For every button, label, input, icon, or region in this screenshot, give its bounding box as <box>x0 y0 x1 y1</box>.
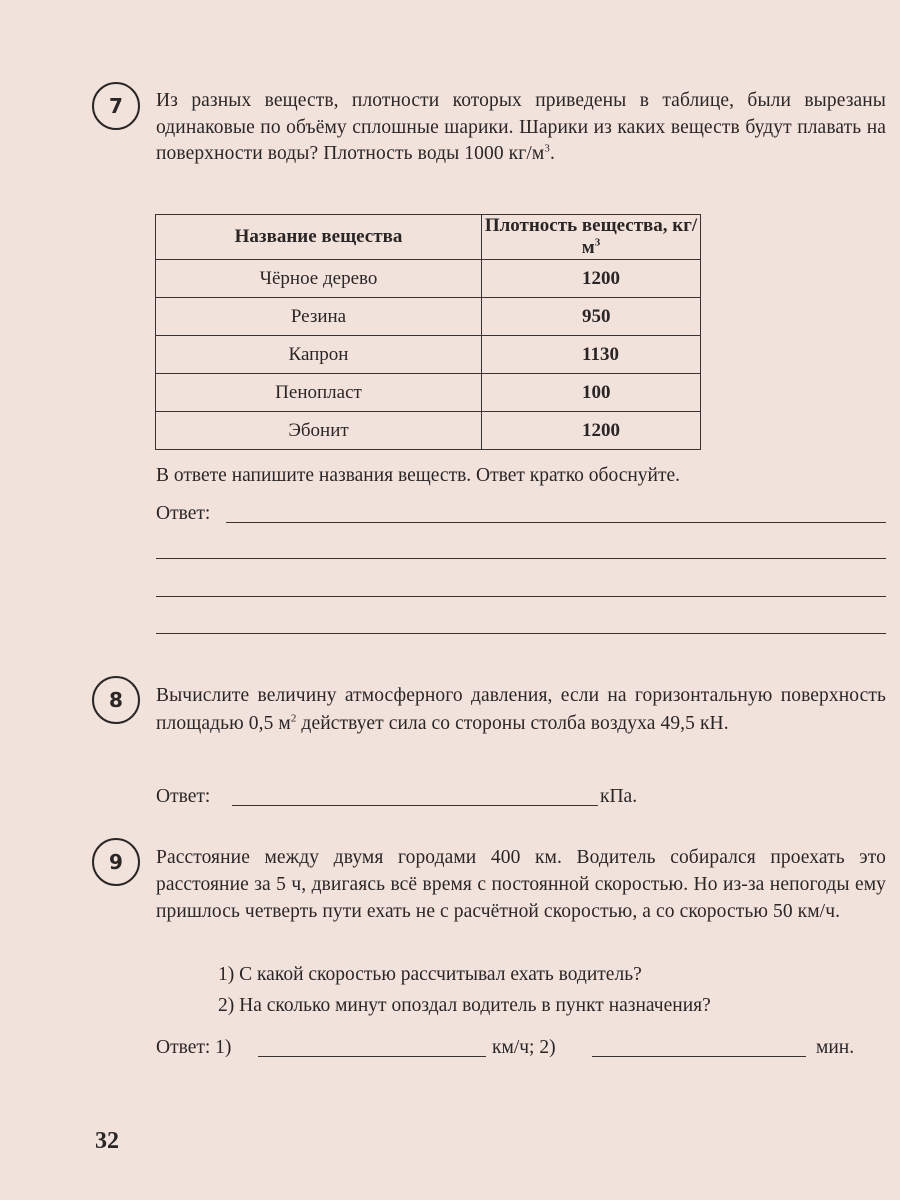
column-header-substance: Название вещества <box>156 215 482 260</box>
question-2: 2) На сколько минут опоздал водитель в пункт назначения? <box>218 995 711 1016</box>
answer-line-7-3[interactable] <box>156 596 886 597</box>
task-7-text-body: Из разных веществ, плотности которых приведены в таблице, были вырезаны одинаковые по объёму сплошные шарики. Шарики из каких веществ будут плавать на поверхности воды? Плотность воды 1000 кг/м <box>156 90 886 164</box>
answer-line-7-2[interactable] <box>156 558 886 559</box>
density-cell: 1130 <box>482 336 701 374</box>
unit-min: мин. <box>816 1037 855 1058</box>
task-number-7: 7 <box>92 82 140 130</box>
answer-label-8: Ответ: <box>156 786 211 807</box>
density-table <box>155 214 701 450</box>
task-8-text-a: Вычислите величину атмосферного давления, если на горизонтальную поверхность площадью 0,5 м <box>156 685 886 734</box>
table-row <box>156 374 701 412</box>
period: . <box>549 143 555 164</box>
table-header-row <box>156 215 701 260</box>
table-row <box>156 412 701 450</box>
substance-cell: Чёрное дерево <box>156 260 482 298</box>
table-row <box>156 298 701 336</box>
page-number: 32 <box>95 1128 119 1154</box>
header-text: Плотность вещества, кг/м <box>484 215 698 258</box>
task-number-9: 9 <box>92 838 140 886</box>
substance-cell: Капрон <box>156 336 482 374</box>
table-row <box>156 260 701 298</box>
answer-line-8[interactable] <box>232 805 598 806</box>
answer-line-7-4[interactable] <box>156 633 886 634</box>
task-8-text <box>156 682 886 738</box>
density-cell: 1200 <box>482 260 701 298</box>
density-cell: 950 <box>482 298 701 336</box>
density-cell: 1200 <box>482 412 701 450</box>
answer-label-9: Ответ: 1) <box>156 1037 232 1058</box>
answer-label-7: Ответ: <box>156 503 211 524</box>
task-number-8: 8 <box>92 676 140 724</box>
substance-cell: Эбонит <box>156 412 482 450</box>
column-header-density <box>482 215 701 260</box>
substance-cell: Пенопласт <box>156 374 482 412</box>
table-row <box>156 336 701 374</box>
task-9-text: Расстояние между двумя городами 400 км. Водитель собирался проехать это расстояние за 5 ч, двигаясь всё время с постоянной скоростью. Но из-за непогоды ему пришлось четверть пути ехать не с расчётной скоростью, а со скоростью 50 км/ч. <box>156 847 886 922</box>
answer-line-9-2[interactable] <box>592 1056 806 1057</box>
unit-kpa: кПа. <box>600 786 638 807</box>
task-7-text <box>156 88 886 168</box>
superscript: 2 <box>290 712 297 725</box>
task-7-instruction: В ответе напишите названия веществ. Ответ кратко обоснуйте. <box>156 465 681 486</box>
superscript: 3 <box>544 142 550 155</box>
answer-line-7-1[interactable] <box>226 522 886 523</box>
question-1: 1) С какой скоростью рассчитывал ехать водитель? <box>218 964 642 985</box>
superscript: 3 <box>594 236 601 249</box>
answer-line-9-1[interactable] <box>258 1056 486 1057</box>
unit-kmh: км/ч; 2) <box>492 1037 556 1058</box>
density-cell: 100 <box>482 374 701 412</box>
substance-cell: Резина <box>156 298 482 336</box>
task-8-text-b: действует сила со стороны столба воздуха 49,5 кН. <box>296 713 729 734</box>
